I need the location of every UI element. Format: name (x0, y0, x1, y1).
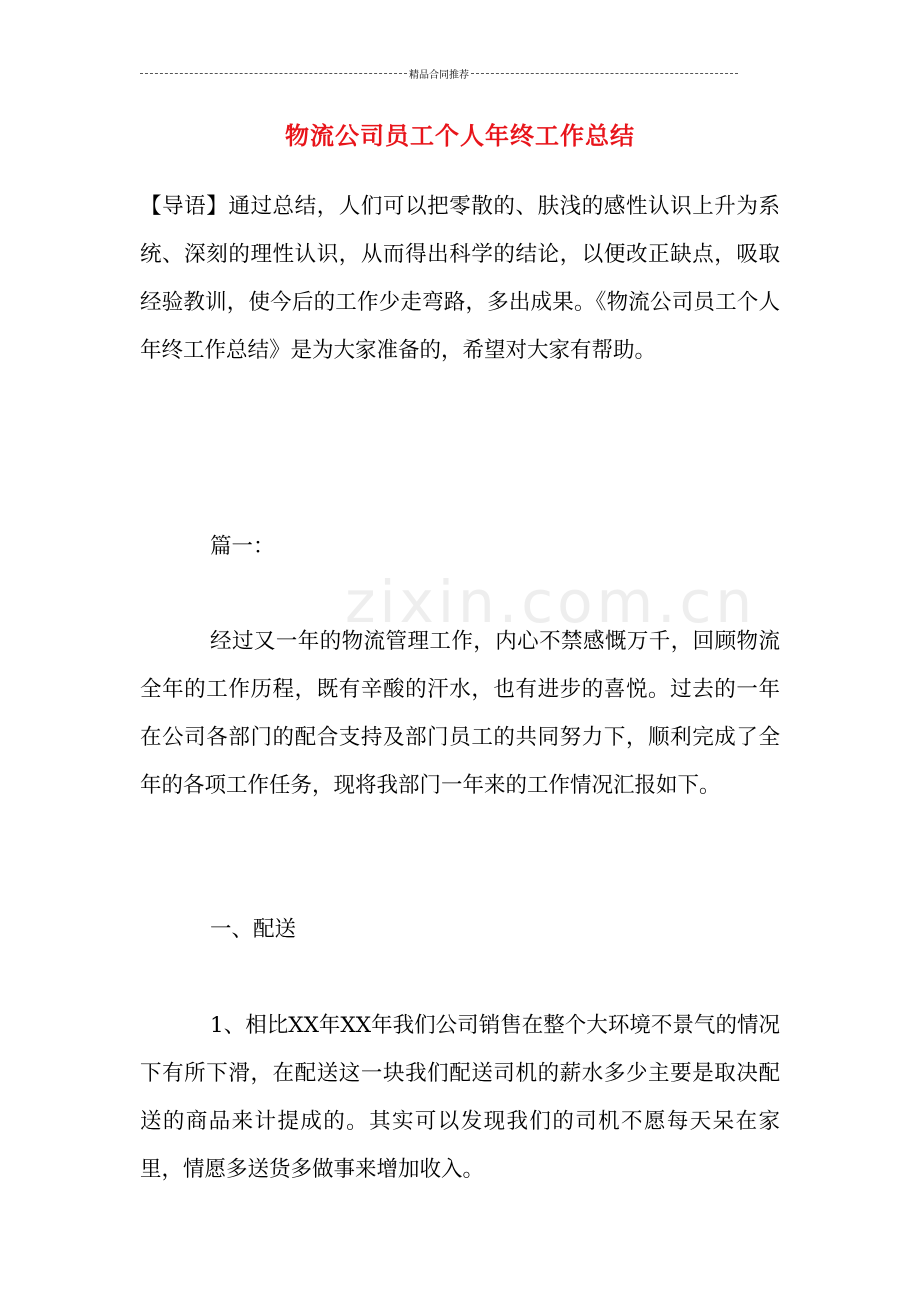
header-dash-left (140, 73, 407, 74)
section-label: 篇一： (210, 534, 275, 559)
body-paragraph-1: 经过又一年的物流管理工作，内心不禁感慨万千，回顾物流全年的工作历程，既有辛酸的汗水，也有进步的喜悦。过去的一年在公司各部门的配合支持及部门员工的共同努力下，顺利完成了全年的各项工作任务，现将我部门一年来的工作情况汇报如下。 (140, 629, 780, 798)
section-heading-delivery: 一、配送 (210, 917, 297, 942)
body-paragraph-2: 1、相比XX年XX年我们公司销售在整个大环境不景气的情况下有所下滑，在配送这一块我们配送司机的薪水多少主要是取决配送的商品来计提成的。其实可以发现我们的司机不愿每天呆在家里，情愿多送货多做事来增加收入。 (140, 1013, 780, 1182)
header-label: 精品合同推荐 (409, 69, 469, 81)
intro-paragraph: 【导语】通过总结，人们可以把零散的、肤浅的感性认识上升为系统、深刻的理性认识，从而得出科学的结论，以便改正缺点，吸取经验教训，使今后的工作少走弯路，多出成果。《物流公司员工个人年终工作总结》是为大家准备的，希望对大家有帮助。 (140, 194, 780, 363)
header-dash-right (471, 73, 738, 74)
header-rule (140, 66, 738, 80)
document-title: 物流公司员工个人年终工作总结 (285, 121, 635, 150)
watermark: zixin.com.cn (345, 568, 757, 636)
